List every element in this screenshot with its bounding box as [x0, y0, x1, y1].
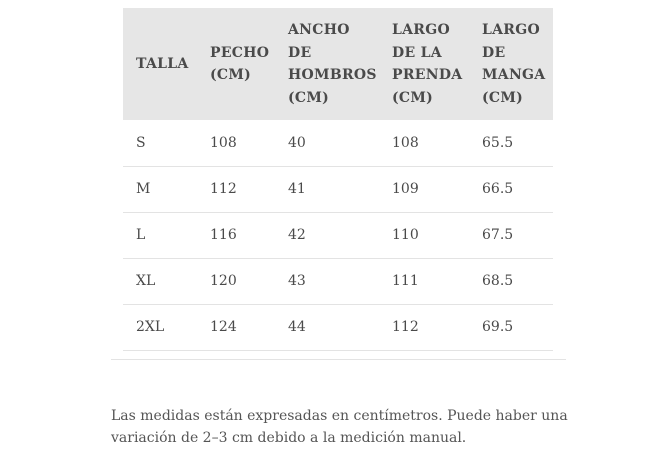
- header-row: [123, 8, 553, 120]
- cell-talla: 2XL: [123, 304, 197, 350]
- cell-largo-prenda: 110: [379, 212, 469, 258]
- cell-ancho-hombros: 40: [275, 120, 379, 166]
- cell-largo-prenda: 111: [379, 258, 469, 304]
- cell-largo-manga: 67.5: [469, 212, 553, 258]
- header-largo-prenda: LARGO DE LA PRENDA (CM): [392, 22, 463, 106]
- header-ancho-hombros: ANCHO DE HOMBROS (CM): [288, 22, 377, 106]
- table-row: [123, 258, 553, 304]
- cell-pecho: 116: [197, 212, 275, 258]
- cell-pecho: 124: [197, 304, 275, 350]
- cell-largo-prenda: 112: [379, 304, 469, 350]
- cell-ancho-hombros: 42: [275, 212, 379, 258]
- cell-largo-manga: 68.5: [469, 258, 553, 304]
- cell-largo-manga: 69.5: [469, 304, 553, 350]
- cell-largo-manga: 66.5: [469, 166, 553, 212]
- cell-ancho-hombros: 43: [275, 258, 379, 304]
- cell-talla: M: [123, 166, 197, 212]
- cell-ancho-hombros: 44: [275, 304, 379, 350]
- header-pecho: PECHO (CM): [210, 44, 270, 83]
- cell-talla: XL: [123, 258, 197, 304]
- cell-ancho-hombros: 41: [275, 166, 379, 212]
- table-header: [123, 8, 553, 120]
- cell-pecho: 120: [197, 258, 275, 304]
- cell-talla: S: [123, 120, 197, 166]
- cell-largo-manga: 65.5: [469, 120, 553, 166]
- cell-pecho: 108: [197, 120, 275, 166]
- cell-largo-prenda: 109: [379, 166, 469, 212]
- cell-talla: L: [123, 212, 197, 258]
- cell-pecho: 112: [197, 166, 275, 212]
- header-talla: TALLA: [136, 55, 189, 72]
- section-divider: [111, 359, 566, 360]
- measurement-note: Las medidas están expresadas en centímetros. Puede haber una variación de 2–3 cm debido a la medición manual.: [111, 408, 568, 446]
- table-row: [123, 304, 553, 350]
- size-table: [123, 8, 553, 351]
- cell-largo-prenda: 108: [379, 120, 469, 166]
- size-chart: [123, 8, 553, 351]
- table-row: [123, 120, 553, 166]
- header-largo-manga: LARGO DE MANGA (CM): [482, 22, 546, 106]
- table-body: [123, 120, 553, 350]
- table-row: [123, 166, 553, 212]
- table-row: [123, 212, 553, 258]
